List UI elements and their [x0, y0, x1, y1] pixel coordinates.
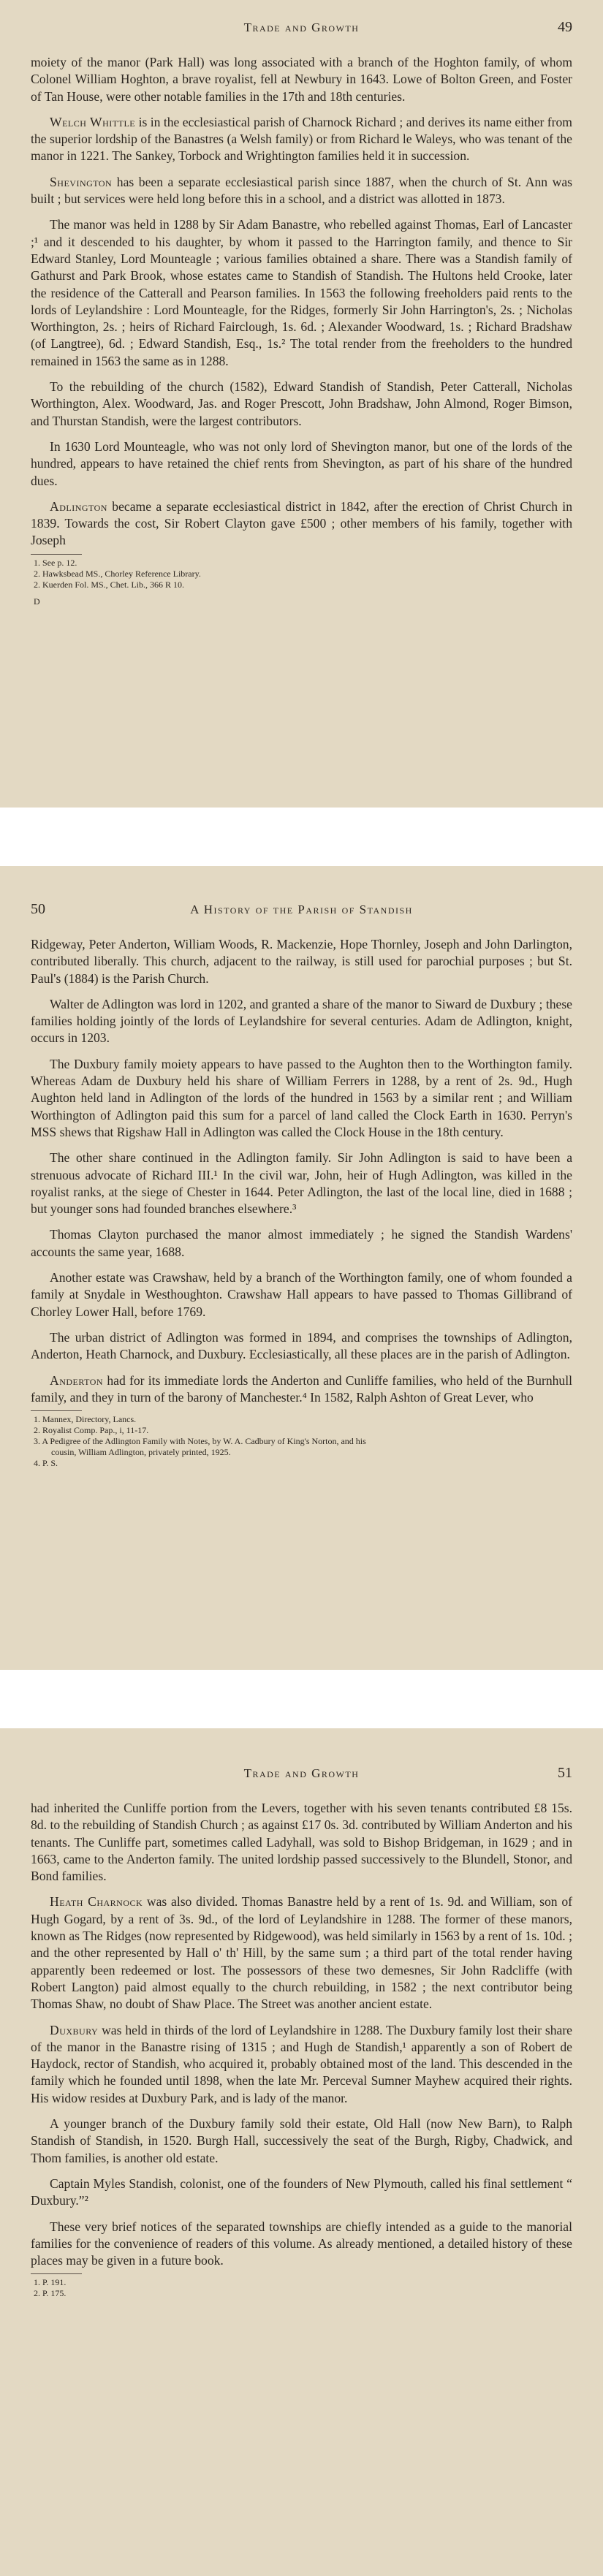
paragraph: The urban district of Adlington was formed in 1894, and comprises the townships of Adlington, Anderton, Heath Charnock, and Duxbury. Ecclesiastically, all these places are in the parish of Adlington. — [31, 1329, 572, 1362]
paragraph: The Duxbury family moiety appears to have passed to the Aughton then to the Worthington family. Whereas Adam de Duxbury held his share of William Ferrers in 1288, by a rent of 2s. 9d., Hugh Aughton held land in Adlington of the lords of the hundred in 1563 by a similar rent ; and William Worthington of Adlington paid this sum for a parcel of land called the Clock Earth in 1630. Perryn's MSS shews that Rigshaw Hall in Adlington was called the Clock House in the 18th century. — [31, 1056, 572, 1139]
paragraph: Walter de Adlington was lord in 1202, and granted a share of the manor to Siward de Duxbury ; these families holding jointly of the lords of Leylandshire for several centuries. Adam de Adlington, knight, occurs in 1203. — [31, 996, 572, 1046]
page-51 — [0, 1728, 603, 2576]
paragraph: A younger branch of the Duxbury family sold their estate, Old Hall (now New Barn), to Ralph Standish of Standish, in 1520. Burgh Hall, successively the seat of the Burgh, Rigby, Chadwick, and Thom families, is another old estate. — [31, 2116, 572, 2165]
footnote-rule — [31, 1410, 82, 1411]
section-lead: Adlington — [50, 498, 107, 514]
paragraph: had inherited the Cunliffe portion from the Levers, together with his seven tenants contributed £8 15s. 8d. to the rebuilding of Standish Church ; as against £17 0s. 3d. contributed by William Anderton and his tenants. The Cunliffe part, sometimes called Ladyhall, was sold to Bishop Bridgeman, in 1629 ; and in 1663, came to the Anderton family. The united lordship passed successively to the Blundell, Stonor, and Bond families. — [31, 1801, 572, 1884]
page-49 — [0, 0, 603, 808]
footnote: 3. A Pedigree of the Adlington Family with Notes, by W. A. Cadbury of King's Norton, and his — [34, 1436, 366, 1447]
footnote: 1. Mannex, Directory, Lancs. — [34, 1414, 137, 1425]
section-lead: Anderton — [50, 1372, 104, 1388]
section-lead: Duxbury — [50, 2022, 99, 2037]
section-lead: Shevington — [50, 174, 113, 189]
paragraph: In 1630 Lord Mounteagle, who was not only lord of Shevington manor, but one of the lords of the hundred, appears to have retained the chief rents from Shevington, as part of his share of the hundred dues. — [31, 438, 572, 488]
paragraph: Duxbury was held in thirds of the lord of Leylandshire in 1288. The Duxbury family lost their share of the manor in the Banastre rising of 1315 ; and Hugh de Standish,¹ apparently a son of Robert de Haydock, rector of Standish, who acquired it, probably obtained most of the land. This descended in the family which he founded until 1898, when the late Mr. Perceval Sumner Mayhew acquired their rights. His widow resides at Duxbury Park, and is lady of the manor. — [31, 2022, 572, 2105]
header-title: A History of the Parish of Standish — [190, 903, 413, 916]
footnote: 2. Kuerden Fol. MS., Chet. Lib., 366 R 10. — [34, 579, 184, 590]
section-lead: Heath Charnock — [50, 1894, 143, 1910]
footnote: 1. P. 191. — [34, 2277, 67, 2288]
paragraph: These very brief notices of the separated townships are chiefly intended as a guide to the manorial families for the convenience of readers of this volume. As already mentioned, a detailed history of these places may be given in a future book. — [31, 2219, 572, 2268]
paragraph: Ridgeway, Peter Anderton, William Woods, R. Mackenzie, Hope Thornley, Joseph and John Darlington, contributed liberally. This church, adjacent to the railway, is still used for parochial purposes ; but St. Paul's (1884) is the Parish Church. — [31, 937, 572, 986]
header-title: Trade and Growth — [243, 20, 360, 34]
paragraph: Thomas Clayton purchased the manor almost immediately ; he signed the Standish Wardens' accounts the same year, 1688. — [31, 1227, 572, 1259]
footnote: 4. P. S. — [34, 1458, 58, 1469]
footnote: 2. Hawksbead MS., Chorley Reference Library. — [34, 568, 201, 579]
footnote: 2. Royalist Comp. Pap., i, 11-17. — [34, 1425, 149, 1436]
signature-mark: D — [34, 596, 40, 607]
paragraph: Captain Myles Standish, colonist, one of the founders of New Plymouth, called his final settlement “ Duxbury.”² — [31, 2176, 572, 2208]
running-header — [31, 1766, 572, 1791]
paragraph: Anderton had for its immediate lords the Anderton and Cunliffe families, who held of the Burnhull family, and they in turn of the barony of Manchester.⁴ In 1582, Ralph Ashton of Great Lever, who — [31, 1372, 572, 1405]
paragraph: The manor was held in 1288 by Sir Adam Banastre, who rebelled against Thomas, Earl of Lancaster ;¹ and it descended to his daughter, by whom it passed to the Harrington family, and thence to Sir Edward Stanley, Lord Mounteagle ; various families obtained a share. There was a Standish family of Gathurst and Park Brook, whose estates came to Standish of Standish. The Hultons held Crooke, later the residence of the Catterall and Pearson families. In 1563 the following freeholders paid rents to the lords of Leylandshire : Lord Mounteagle, for the Ridges, formerly Sir John Harrington's, 2s. ; Nicholas Worthington, 2s. ; heirs of Richard Fairclough, 1s. 6d. ; Alexander Woodward, 1s. ; Richard Bradshaw (of Langtree), 6d. ; Edward Standish, Esq., 1s.² The total render from the freeholders to the hundred remained in 1563 the same as in 1288. — [31, 217, 572, 368]
footnote: cousin, William Adlington, privately printed, 1925. — [51, 1447, 231, 1458]
paragraph: Welch Whittle is in the ecclesiastical parish of Charnock Richard ; and derives its name either from the superior lordship of the Banastres (a Welsh family) or from Richard le Waleys, who was tenant of the manor in 1221. The Sankey, Torbock and Wrightington families held it in succession. — [31, 114, 572, 164]
header-title: Trade and Growth — [243, 1766, 360, 1780]
footnote: 2. P. 175. — [34, 2288, 67, 2299]
paragraph: To the rebuilding of the church (1582), Edward Standish of Standish, Peter Catterall, Nicholas Worthington, Alex. Woodward, Jas. and Roger Prescott, John Bradshaw, John Almond, Roger Bimson, and Thurstan Standish, were the largest contributors. — [31, 379, 572, 428]
paragraph: Heath Charnock was also divided. Thomas Banastre held by a rent of 1s. 9d. and William, son of Hugh Gogard, by a rent of 3s. 9d., of the lord of Leylandshire in 1288. The former of these manors, known as The Ridges (now represented by Ridgewood), was held similarly in 1563 by a rent of 1s. 10d. ; and the other represented by Hall o' th' Hill, by the same sum ; a third part of the total render having apparently been redeemed or lost. The possessors of these two demesnes, Sir John Radcliffe (with Robert Langton) paid almost equally to the church rebuilding, in 1582 ; the next contributor being Thomas Shaw, no doubt of Shaw Place. The Street was another ancient estate. — [31, 1894, 572, 2012]
footnote-rule — [31, 2273, 82, 2274]
footnote-rule — [31, 554, 82, 555]
paragraph: Another estate was Crawshaw, held by a branch of the Worthington family, one of whom founded a family at Snydale in Westhoughton. Crawshaw Hall appears to have passed to Thomas Gillibrand of Chorley Lower Hall, before 1769. — [31, 1270, 572, 1319]
running-header — [31, 903, 572, 927]
page-number: 49 — [558, 19, 572, 35]
paragraph: Adlington became a separate ecclesiastical district in 1842, after the erection of Christ Church in 1839. Towards the cost, Sir Robert Clayton gave £500 ; other members of his family, together with Joseph — [31, 498, 572, 548]
page-number: 50 — [31, 901, 45, 917]
page-number: 51 — [558, 1765, 572, 1781]
page-50 — [0, 866, 603, 1670]
paragraph: The other share continued in the Adlington family. Sir John Adlington is said to have been a strenuous advocate of Richard III.¹ In the civil war, John, heir of Hugh Adlington, was killed in the royalist ranks, at the siege of Chester in 1644. Peter Adlington, the last of the local line, died in 1688 ; but younger sons had founded branches elsewhere.³ — [31, 1150, 572, 1217]
running-header — [31, 20, 572, 45]
section-lead: Welch Whittle — [50, 114, 136, 129]
footnote: 1. See p. 12. — [34, 557, 77, 568]
paragraph: moiety of the manor (Park Hall) was long associated with a branch of the Hoghton family, of whom Colonel William Hoghton, a brave royalist, fell at Newbury in 1643. Lowe of Bolton Green, and Foster of Tan House, were other notable families in the 17th and 18th centuries. — [31, 55, 572, 104]
paragraph: Shevington has been a separate ecclesiastical parish since 1887, when the church of St. Ann was built ; but services were held long before this in a school, and a district was allotted in 1873. — [31, 174, 572, 207]
